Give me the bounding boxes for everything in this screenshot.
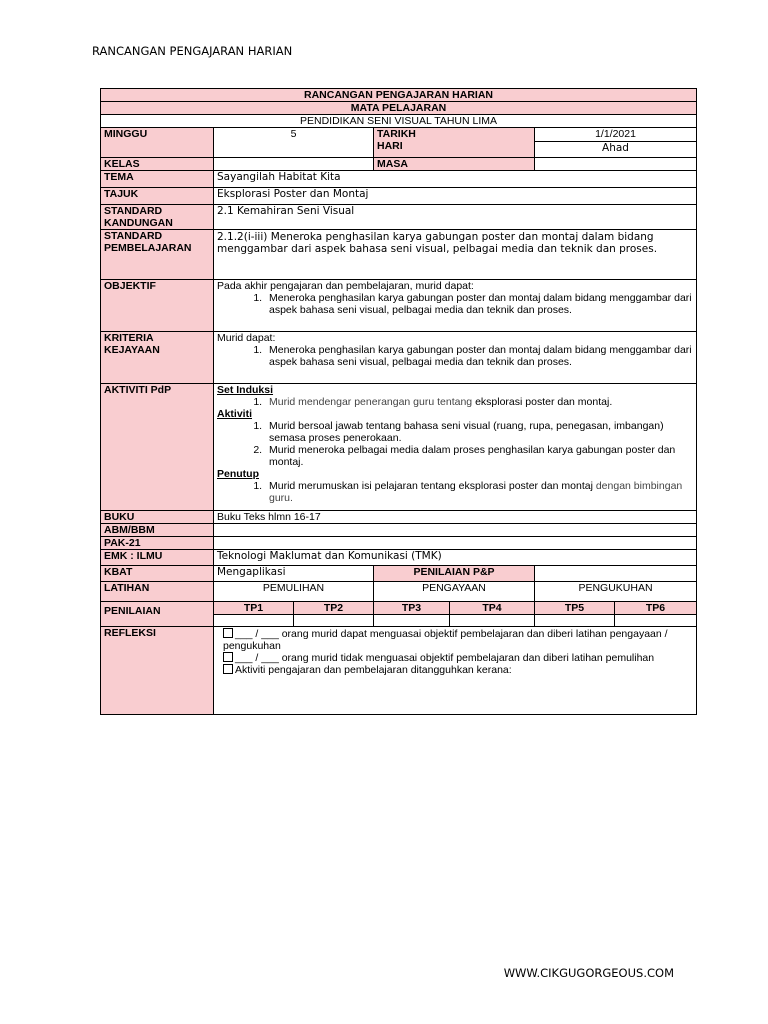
tp1-value bbox=[214, 615, 294, 627]
refleksi-line: Aktiviti pengajaran dan pembelajaran ditangguhkan kerana: bbox=[235, 664, 512, 676]
set-induksi-heading: Set Induksi bbox=[217, 384, 274, 396]
checkbox-icon[interactable] bbox=[223, 628, 233, 638]
abm-value bbox=[214, 524, 697, 537]
page-footer: WWW.CIKGUGORGEOUS.COM bbox=[503, 966, 674, 980]
standard-kandungan-label: STANDARD KANDUNGAN bbox=[101, 205, 214, 230]
table-title: RANCANGAN PENGAJARAN HARIAN bbox=[101, 89, 697, 102]
kelas-value bbox=[214, 158, 374, 171]
aktiviti-value bbox=[214, 384, 697, 511]
abm-label: ABM/BBM bbox=[101, 524, 214, 537]
aktiviti-item: 2. Murid meneroka pelbagai media dalam proses penghasilan karya gabungan poster dan montaj. bbox=[265, 444, 693, 468]
tema-value: Sayangilah Habitat Kita bbox=[214, 171, 697, 188]
lesson-plan-table bbox=[100, 88, 697, 715]
tarikh-label: TARIKH bbox=[377, 128, 416, 140]
tp2-value bbox=[294, 615, 374, 627]
penilaian-pp-label: PENILAIAN P&P bbox=[374, 566, 535, 582]
tema-label: TEMA bbox=[101, 171, 214, 188]
tp6-value bbox=[615, 615, 697, 627]
tp5-label: TP5 bbox=[535, 602, 615, 615]
kbat-value: Mengaplikasi bbox=[214, 566, 374, 582]
kriteria-intro: Murid dapat: bbox=[217, 332, 276, 344]
refleksi-line: ___ / ___ orang murid dapat menguasai objektif pembelajaran dan diberi latihan pengayaan / pengukuhan bbox=[223, 628, 668, 652]
tp2-label: TP2 bbox=[294, 602, 374, 615]
pengukuhan-label: PENGUKUHAN bbox=[535, 582, 697, 602]
objektif-value bbox=[214, 280, 697, 332]
pak21-label: PAK-21 bbox=[101, 537, 214, 550]
aktiviti-heading: Aktiviti bbox=[217, 408, 253, 420]
masa-value bbox=[535, 158, 697, 171]
objektif-item: 1. Meneroka penghasilan karya gabungan poster dan montaj dalam bidang menggambar dari aspek bahasa seni visual, pelbagai media dan teknik dan proses. bbox=[265, 292, 693, 316]
kbat-label: KBAT bbox=[101, 566, 214, 582]
standard-kandungan-value: 2.1 Kemahiran Seni Visual bbox=[214, 205, 697, 230]
buku-label: BUKU bbox=[101, 511, 214, 524]
tarikh-value: 1/1/2021 bbox=[535, 128, 697, 142]
tarikh-hari-label bbox=[374, 128, 535, 158]
kriteria-kejayaan-value bbox=[214, 332, 697, 384]
checkbox-icon[interactable] bbox=[223, 652, 233, 662]
hari-label: HARI bbox=[377, 140, 403, 152]
penutup-heading: Penutup bbox=[217, 468, 259, 480]
minggu-label: MINGGU bbox=[101, 128, 214, 158]
pengayaan-label: PENGAYAAN bbox=[374, 582, 535, 602]
tp3-value bbox=[374, 615, 450, 627]
buku-value: Buku Teks hlmn 16-17 bbox=[214, 511, 697, 524]
latihan-label: LATIHAN bbox=[101, 582, 214, 602]
standard-pembelajaran-label: STANDARD PEMBELAJARAN bbox=[101, 230, 214, 280]
aktiviti-label: AKTIVITI PdP bbox=[101, 384, 214, 511]
page-header: RANCANGAN PENGAJARAN HARIAN bbox=[92, 44, 293, 58]
objektif-label: OBJEKTIF bbox=[101, 280, 214, 332]
tajuk-label: TAJUK bbox=[101, 188, 214, 205]
kriteria-kejayaan-label: KRITERIA KEJAYAAN bbox=[101, 332, 214, 384]
refleksi-value bbox=[214, 627, 697, 715]
checkbox-icon[interactable] bbox=[223, 664, 233, 674]
subject-value: PENDIDIKAN SENI VISUAL TAHUN LIMA bbox=[101, 115, 697, 128]
emk-value: Teknologi Maklumat dan Komunikasi (TMK) bbox=[214, 550, 697, 566]
tp1-label: TP1 bbox=[214, 602, 294, 615]
refleksi-line: ___ / ___ orang murid tidak menguasai objektif pembelajaran dan diberi latihan pemulihan bbox=[235, 652, 655, 664]
tp5-value bbox=[535, 615, 615, 627]
refleksi-label: REFLEKSI bbox=[101, 627, 214, 715]
kelas-label: KELAS bbox=[101, 158, 214, 171]
standard-pembelajaran-value: 2.1.2(i-iii) Meneroka penghasilan karya gabungan poster dan montaj dalam bidang menggambar dari aspek bahasa seni visual, pelbagai media dan teknik dan proses. bbox=[214, 230, 697, 280]
penilaian-pp-value bbox=[535, 566, 697, 582]
masa-label: MASA bbox=[374, 158, 535, 171]
emk-label: EMK : ILMU bbox=[101, 550, 214, 566]
subject-label: MATA PELAJARAN bbox=[101, 102, 697, 115]
set-induksi-item: 1. Murid mendengar penerangan guru tentang eksplorasi poster dan montaj. bbox=[265, 396, 693, 408]
objektif-intro: Pada akhir pengajaran dan pembelajaran, murid dapat: bbox=[217, 280, 474, 292]
tp3-label: TP3 bbox=[374, 602, 450, 615]
tp4-label: TP4 bbox=[450, 602, 535, 615]
kriteria-item: 1. Meneroka penghasilan karya gabungan poster dan montaj dalam bidang menggambar dari aspek bahasa seni visual, pelbagai media dan teknik dan proses. bbox=[265, 344, 693, 368]
penilaian-label: PENILAIAN bbox=[101, 602, 214, 627]
tp4-value bbox=[450, 615, 535, 627]
hari-value: Ahad bbox=[535, 142, 697, 158]
penutup-item: 1. Murid merumuskan isi pelajaran tentang eksplorasi poster dan montaj dengan bimbingan guru. bbox=[265, 480, 693, 504]
pemulihan-label: PEMULIHAN bbox=[214, 582, 374, 602]
pak21-value bbox=[214, 537, 697, 550]
minggu-value: 5 bbox=[214, 128, 374, 158]
tp6-label: TP6 bbox=[615, 602, 697, 615]
tajuk-value: Eksplorasi Poster dan Montaj bbox=[214, 188, 697, 205]
aktiviti-item: 1. Murid bersoal jawab tentang bahasa seni visual (ruang, rupa, penegasan, imbangan) semasa proses penerokaan. bbox=[265, 420, 693, 444]
